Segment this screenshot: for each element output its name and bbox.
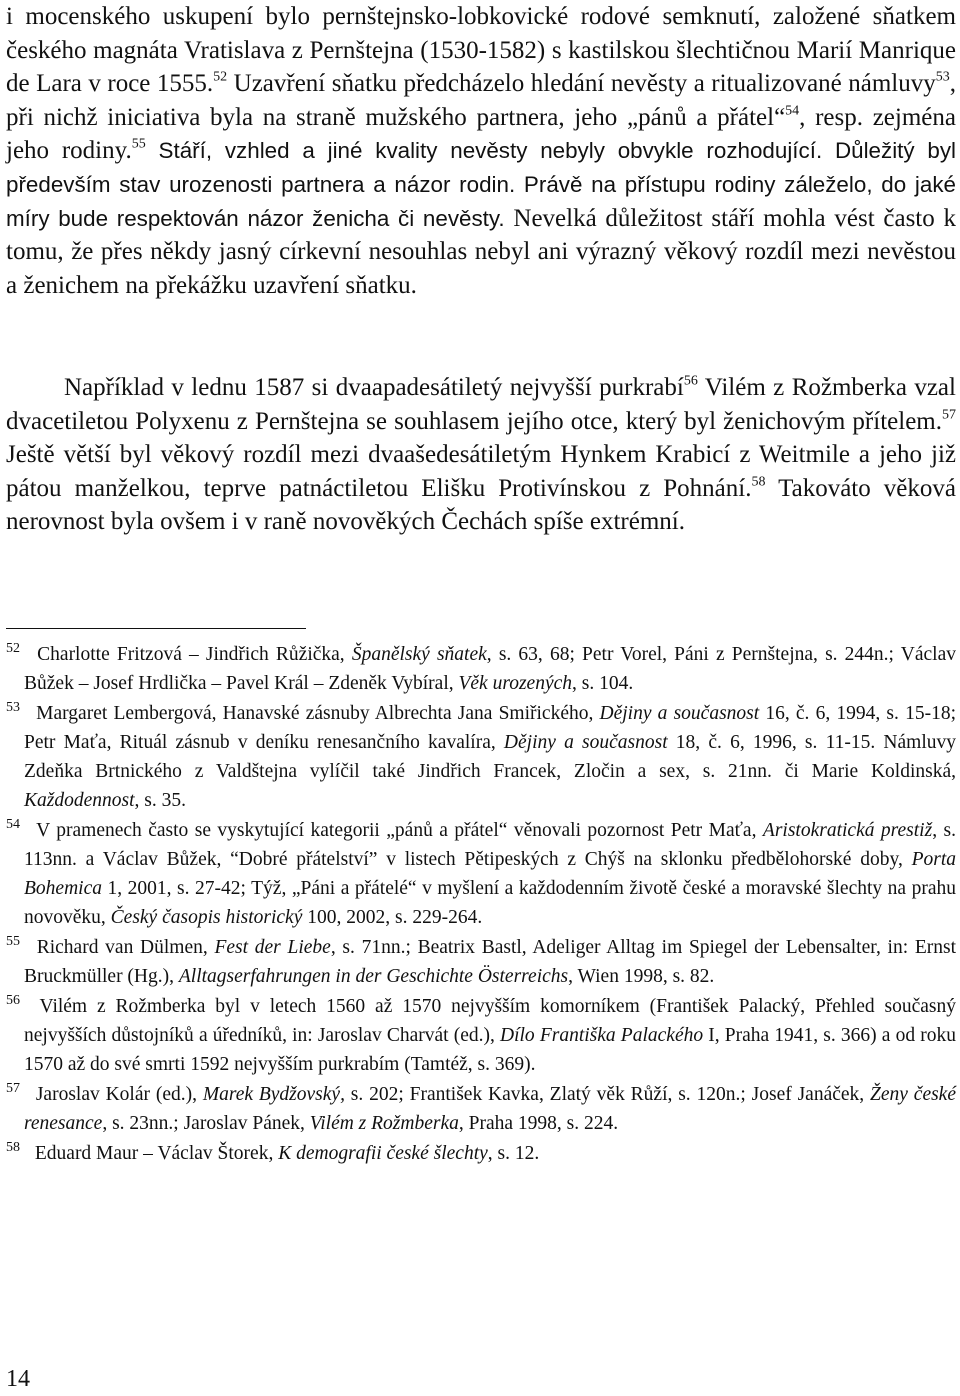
body-paragraph-1 [6, 0, 956, 302]
footnote-text: Vilém z Rožmberka byl v letech 1560 až 1570 nejvyšším komorníkem (František Palacký, Přehled současný nejvyšších důstojníků a úředníků, in: Jaroslav Charvát (ed.), [24, 996, 956, 1046]
paragraph-text: Takováto věková nerovnost byla ovšem i v raně novověkých Čechách spíše extrémní. [6, 474, 956, 536]
footnote-53: 53 Margaret Lembergová, Hanavské zásnuby Albrechta Jana Smiřického, Dějiny a současnost 16, č. 6, 1994, s. 15-18; Petr Maťa, Rituál zásnub v deníku renesančního kavalíra, Dějiny a současnost 18, č. 6, 1996, s. 11-15. Námluvy Zdeňka Brtnického z Valdštejna vylíčil také Jindřich Francek, Zločin a sex, s. 21nn. či Marie Koldinská, Každodennost, s. 35. [6, 699, 956, 811]
paragraph-text: Uzavření sňatku předcházelo hledání nevěsty a ritualizované námluvy [227, 70, 936, 98]
paragraph-text: Nevelká důležitost stáří mohla vést často k tomu, že přes někdy jasný církevní nesouhlas nebyl ani výrazný věkový rozdíl mezi nevěstou a ženichem na překážku uzavření sňatku. [6, 204, 956, 299]
footnote-58: 58 Eduard Maur – Václav Štorek, K demografii české šlechty, s. 12. [6, 1139, 540, 1164]
footnote-title: Fest der Liebe [214, 937, 331, 958]
footnote-54: 54 V pramenech často se vyskytující kategorii „pánů a přátel“ věnovali pozornost Petr Maťa, Aristokratická prestiž, s. 113nn. a Václav Bůžek, “Dobré přátelství” v listech Pětipeských z Chýš na sklonku předbělohorské doby, Porta Bohemica 1, 2001, s. 27-42; Týž, „Páni a přátelé“ v myšlení a každodenním životě české a moravské šlechty na prahu novověku, Český časopis historický 100, 2002, s. 229-264. [6, 816, 956, 928]
footnote-title: Český časopis historický [110, 907, 303, 928]
footnote-text: Charlotte Fritzová – Jindřich Růžička, [30, 644, 352, 665]
footnote-title: Porta Bohemica [24, 849, 956, 899]
footnote-text: Jaroslav Kolár (ed.), [30, 1084, 203, 1105]
page-number: 14 [6, 1366, 30, 1392]
footnote-text: , s. 35. [134, 790, 186, 811]
paragraph-text: , při nichž iniciativa byla na straně mužského partnera, jeho „pánů a přátel“ [6, 70, 957, 131]
footnote-52: 52 Charlotte Fritzová – Jindřich Růžička, Španělský sňatek, s. 63, 68; Petr Vorel, Páni z Pernštejna, s. 244n.; Václav Bůžek – Josef Hrdlička – Pavel Král – Zdeněk Vybíral, Věk urozených, s. 104. [6, 640, 956, 694]
paragraph-text: , resp. zejména jeho rodiny. [6, 103, 956, 165]
footnote-ref-56[interactable]: 56 [683, 373, 698, 389]
footnote-title: Každodennost [24, 790, 135, 811]
footnote-text: , s. 104. [572, 673, 634, 694]
footnote-57: 57 Jaroslav Kolár (ed.), Marek Bydžovský, s. 202; František Kavka, Zlatý věk Růží, s. 120n.; Josef Janáček, Ženy české renesance, s. 23nn.; Jaroslav Pánek, Vilém z Rožmberka, Praha 1998, s. 224. [6, 1080, 956, 1134]
footnote-text: 18, č. 6, 1996, s. 11-15. Námluvy Zdeňka Brtnického z Valdštejna vylíčil také Jindřich Francek, Zločin a sex, s. 21nn. či Marie Koldinská, [24, 732, 956, 782]
footnote-text: 16, č. 6, 1994, s. 15-18; Petr Maťa, Rituál zásnub v deníku renesančního kavalíra, [24, 703, 956, 753]
footnote-text: 100, 2002, s. 229-264. [302, 907, 483, 928]
footnote-title: Vilém z Rožmberka [309, 1113, 459, 1134]
footnote-55: 55 Richard van Dülmen, Fest der Liebe, s. 71nn.; Beatrix Bastl, Adeliger Alltag im Spiegel der Lebensalter, in: Ernst Bruckmüller (Hg.), Alltagserfahrungen in der Geschichte Österreichs, Wien 1998, s. 82. [6, 933, 957, 987]
footnote-title: Dějiny a současnost [599, 703, 760, 724]
footnote-separator [6, 628, 306, 629]
footnote-text: 1, 2001, s. 27-42; Týž, „Páni a přátelé“ v myšlení a každodenním životě české a moravské šlechty na prahu novověku, [24, 878, 956, 928]
footnote-title: Dílo Františka Palackého [500, 1025, 704, 1046]
footnote-text: Margaret Lembergová, Hanavské zásnuby Albrechta Jana Smiřického, [30, 703, 600, 724]
footnote-text: , s. 113nn. a Václav Bůžek, “Dobré přátelství” v listech Pětipeských z Chýš na sklonku předbělohorské doby, [24, 820, 956, 870]
footnote-title: Ženy české renesance [24, 1084, 956, 1134]
footnote-text: , Praha 1998, s. 224. [458, 1113, 619, 1134]
footnote-ref-53[interactable]: 53 [935, 69, 950, 85]
footnote-ref-58[interactable]: 58 [751, 474, 766, 490]
footnote-ref-52[interactable]: 52 [213, 69, 228, 85]
footnote-ref-54[interactable]: 54 [785, 103, 800, 119]
footnote-text: , Wien 1998, s. 82. [568, 966, 715, 987]
footnote-ref-55[interactable]: 55 [131, 136, 146, 152]
footnote-text: I, Praha 1941, s. 366) a od roku 1570 až do své smrti 1592 nejvyšším purkrabím (Tamtéž, s. 369). [24, 1025, 956, 1075]
footnote-text: , s. 71nn.; Beatrix Bastl, Adeliger Alltag im Spiegel der Lebensalter, in: Ernst Bruckmüller (Hg.), [24, 937, 957, 987]
footnote-text: Eduard Maur – Václav Štorek, [30, 1143, 279, 1164]
footnote-title: Alltagserfahrungen in der Geschichte Österreichs [178, 966, 569, 987]
paragraph-text: Ještě větší byl věkový rozdíl mezi dvaašedesátiletým Hynkem Krabicí z Weitmile a jeho již pátou manželkou, teprve patnáctiletou Elišku Protivínskou z Pohnání. [6, 441, 956, 502]
footnote-text: , s. 23nn.; Jaroslav Pánek, [102, 1113, 310, 1134]
footnote-text: s. 202; František Kavka, Zlatý věk Růží, s. 120n.; Josef Janáček, [344, 1084, 871, 1105]
footnote-title: Věk urozených [458, 673, 572, 694]
footnote-text: Richard van Dülmen, [30, 937, 215, 958]
paragraph-text: Vilém z Rožmberka vzal dvacetiletou Polyxenu z Pernštejna se souhlasem jejího otce, který byl ženichovým přítelem. [6, 374, 956, 435]
footnote-title: Dějiny a současnost [503, 732, 668, 753]
footnote-ref-57[interactable]: 57 [942, 407, 956, 423]
footnote-text: V pramenech často se vyskytující kategorii „pánů a přátel“ věnovali pozornost Petr Maťa, [30, 820, 763, 841]
footnote-title: K demografii české šlechty [278, 1143, 488, 1164]
paragraph-text-sans: Stáří, vzhled a jiné kvality nevěsty nebyly obvykle rozhodující. Důležitý byl především stav urozenosti partnera a názor rodin. Právě na přístupu rodiny záleželo, do jaké míry bude respektován názor ženicha či nevěsty. [6, 138, 956, 231]
footnote-56: 56 Vilém z Rožmberka byl v letech 1560 až 1570 nejvyšším komorníkem (František Palacký, Přehled současný nejvyšších důstojníků a úředníků, in: Jaroslav Charvát (ed.), Dílo Františka Palackého I, Praha 1941, s. 366) a od roku 1570 až do své smrti 1592 nejvyšším purkrabím (Tamtéž, s. 369). [6, 992, 956, 1075]
paragraph-text: Například v lednu 1587 si dvaapadesátiletý nejvyšší purkrabí [64, 374, 684, 401]
footnote-title: Marek Bydžovský, [202, 1084, 345, 1105]
document-page [6, 0, 956, 1396]
body-paragraph-2 [6, 371, 956, 539]
footnote-title: Španělský sňatek [351, 644, 487, 665]
footnotes [6, 640, 956, 1169]
footnote-text: , s. 63, 68; Petr Vorel, Páni z Pernštejna, s. 244n.; Václav Bůžek – Josef Hrdlička – Pavel Král – Zdeněk Vybíral, [24, 644, 956, 694]
footnote-text: , s. 12. [487, 1143, 540, 1164]
paragraph-text: i mocenského uskupení bylo pernštejnsko-lobkovické rodové semknutí, založené sňatkem českého magnáta Vratislava z Pernštejna (1530-1582) s kastilskou šlechtičnou Marií Manrique de Lara v roce 1555. [6, 3, 956, 98]
footnote-title: Aristokratická prestiž [762, 820, 933, 841]
